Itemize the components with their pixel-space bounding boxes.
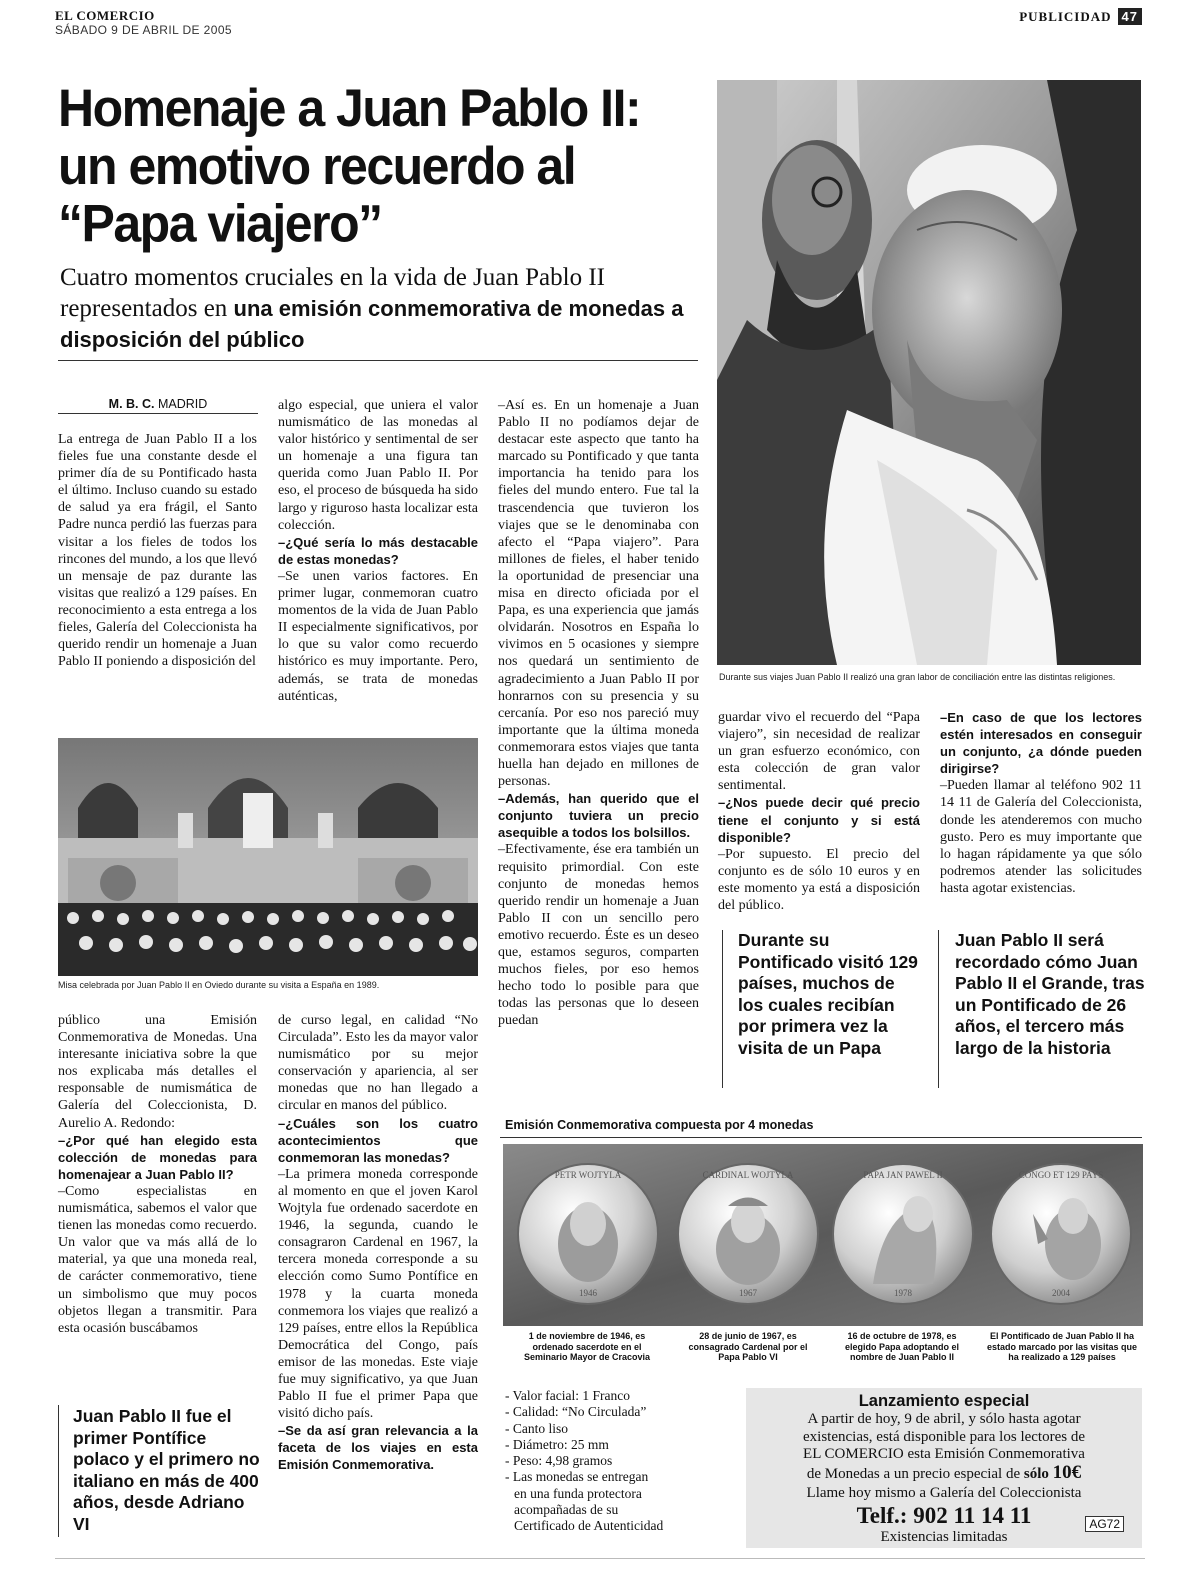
article-column-1	[58, 431, 257, 670]
byline-city: MADRID	[158, 397, 208, 411]
promo-line-2: existencias, está disponible para los lectores de	[803, 1428, 1085, 1445]
article-column-6	[58, 1012, 257, 1337]
interview-question: –¿Qué sería lo más destacable de estas monedas?	[278, 534, 478, 567]
page-number: 47	[1118, 8, 1142, 25]
coin-1-year: 1946	[579, 1288, 597, 1298]
pull-quote-travels: Durante su Pontificado visitó 129 países, muchos de los cuales recibían por primera vez la visita de un Papa	[738, 930, 918, 1058]
promo-line-4	[746, 1461, 1142, 1484]
article-paragraph: guardar vivo el recuerdo del “Papa viajero”, sin necesidad de realizar un gran esfuerzo económico, con esta colección de gran valor sentimental.	[718, 710, 920, 794]
coin-2-inscription: CARDINAL WOJTYLA	[702, 1170, 794, 1180]
article-paragraph: de curso legal, en calidad “No Circulada”. Esto les da mayor valor numismático por su mejor conservación y apariencia, al ser monedas que no han llegado a circular en manos del público.	[278, 1013, 478, 1114]
byline	[58, 397, 258, 414]
promo-box	[746, 1388, 1142, 1548]
coin-4-year: 2004	[1052, 1288, 1070, 1298]
spec-line: - Calidad: “No Circulada”	[505, 1404, 647, 1420]
byline-author: M. B. C.	[108, 397, 155, 411]
spec-line: - Canto liso	[505, 1420, 568, 1436]
article-column-2	[278, 397, 478, 705]
article-paragraph: público una Emisión Conmemorativa de Monedas. Una interesante iniciativa sobre la que nos explicaba más detalles el responsable de numismática de Galería del Coleccionista, D. Aurelio A. Redondo:	[58, 1013, 257, 1131]
subhead-rule	[58, 360, 698, 361]
interview-question: –Se da así gran relevancia a la faceta de los viajes en esta Emisión Conmemorativa.	[278, 1423, 478, 1473]
interview-question: –¿Nos puede decir qué precio tiene el conjunto y si está disponible?	[718, 795, 920, 845]
coins-photo	[503, 1144, 1143, 1326]
article-paragraph: –Se unen varios factores. En primer lugar, conmemoran cuatro momentos de la vida de Juan Pablo II especialmente significativos, por lo que su valor como recuerdo histórico es muy importante. Pero, además, se trata de monedas auténticas,	[278, 568, 478, 704]
section-tag	[1019, 8, 1142, 25]
promo-price: 10€	[1052, 1461, 1082, 1483]
mass-photo	[58, 738, 478, 976]
article-column-7	[278, 1012, 478, 1474]
headline	[58, 80, 708, 253]
article-paragraph: –La primera moneda corresponde al momento en que el joven Karol Wojtyla fue ordenado sacerdote en 1946, la segunda, cuando le consagraron Cardenal en 1967, la tercera moneda corresponde a su elección como Sumo Pontífice en 1978 y la cuarta moneda conmemora los viajes que realizó a 129 países, entre ellos la República Democrática del Congo, país emisor de las monedas. Este viaje fue muy significativo, ya que Juan Pablo II fue el primer Papa que visitó dicho país.	[278, 1166, 478, 1422]
promo-line-1: A partir de hoy, 9 de abril, y sólo hasta agotar	[807, 1411, 1081, 1427]
coins-rule	[500, 1137, 1142, 1138]
pope-portrait-image	[717, 80, 1141, 665]
coin-2	[678, 1164, 818, 1304]
main-photo	[717, 80, 1141, 665]
subheadline	[60, 262, 710, 355]
article-paragraph: La entrega de Juan Pablo II a los fieles fue una constante desde el primer día de su Pontificado hasta el último. Incluso cuando su estado de salud ya era frágil, el Santo Padre nunca perdió las fuerzas para visitar a los fieles de todos los rincones del mundo, a los que llevó un mensaje de paz durante las visitas que realizó a 129 países. En reconocimiento a esta entrega a los fieles, Galería del Coleccionista ha querido rendir un homenaje a Juan Pablo II poniendo a disposición del	[58, 432, 257, 670]
interview-question: –Además, han querido que el conjunto tuviera un precio asequible a todos los bolsillos.	[498, 791, 699, 841]
coin-1	[518, 1164, 658, 1304]
coin-3-inscription: PAPA JAN PAWEL II	[863, 1170, 943, 1180]
article-column-3	[498, 397, 699, 1029]
spec-line: - Diámetro: 25 mm	[505, 1436, 609, 1452]
newspaper-name: EL COMERCIO	[55, 8, 155, 23]
issue-date: SÁBADO 9 DE ABRIL DE 2005	[55, 23, 232, 37]
interview-question: –En caso de que los lectores estén interesados en conseguir un conjunto, ¿a dónde pueden dirigirse?	[940, 710, 1142, 777]
main-photo-caption: Durante sus viajes Juan Pablo II realizó una gran labor de conciliación entre las distintas religiones.	[719, 672, 1116, 682]
spec-line: - Peso: 4,98 gramos	[505, 1453, 613, 1469]
ad-reference: AG72	[1085, 1516, 1124, 1532]
coin-specs	[505, 1388, 725, 1535]
section-name: PUBLICIDAD	[1019, 8, 1112, 24]
spec-line: - Las monedas se entregan	[505, 1469, 649, 1485]
promo-call: Llame hoy mismo a Galería del Coleccionista	[806, 1485, 1082, 1501]
interview-question: –¿Cuáles son los cuatro acontecimientos que conmemoran las monedas?	[278, 1115, 478, 1165]
headline-line-2: un emotivo recuerdo al	[58, 136, 576, 196]
coin-3	[833, 1164, 973, 1304]
coin-3-year: 1978	[894, 1288, 912, 1298]
spec-line: acompañadas de su	[514, 1502, 619, 1518]
headline-line-3: “Papa viajero”	[58, 194, 382, 254]
article-paragraph: –Como especialistas en numismática, sabemos el valor que tienen las monedas como recuerdo. Un valor que va más allá de lo material, ya que una moneda real, de carácter conmemorativo, tiene un simbolismo que muy pocos objetos llegan a transmitir. Para esta ocasión buscábamos	[58, 1183, 257, 1336]
headline-line-1: Homenaje a Juan Pablo II:	[58, 78, 641, 138]
oviedo-mass-image	[58, 738, 478, 976]
footer-rule	[55, 1558, 1145, 1559]
coin-2-caption: 28 de junio de 1967, es consagrado Cardenal por el Papa Pablo VI	[688, 1331, 808, 1362]
coin-1-caption: 1 de noviembre de 1946, es ordenado sacerdote en el Seminario Mayor de Cracovia	[523, 1331, 651, 1362]
coin-2-year: 1967	[739, 1288, 757, 1298]
article-column-5	[940, 709, 1142, 897]
article-column-4	[718, 709, 920, 914]
article-paragraph: –Así es. En un homenaje a Juan Pablo II no podíamos dejar de destacar este aspecto que tanto ha marcado su Pontificado y que tanta importancia ha tenido para los fieles del mundo entero. Fue tal la trascendencia que tuvieron los viajes que se le denominaba con afecto el “Papa viajero”. Para millones de fieles, el haber tenido la oportunidad de presenciar una misa en directo oficiada por el Papa, es una experiencia que jamás olvidarán. Nosotros en España lo vivimos en 5 ocasiones y siempre nos quedará un sentimiento de agradecimiento a Juan Pablo II por honrarnos con su presencia y su cercanía. Por eso nos pareció muy importante que la última moneda conmemorara estos viajes que tanta huella han dejado en millones de personas.	[498, 398, 699, 790]
subheadline-plain: Cuatro momentos cruciales en la vida de Juan Pablo II representados en	[60, 264, 605, 322]
article-paragraph: –Por supuesto. El precio del conjunto es de sólo 10 euros y en este momento ya está a disposición del público.	[718, 846, 920, 914]
coin-4-inscription: CONGO ET 129 PAYS	[1018, 1170, 1104, 1180]
coin-4	[991, 1164, 1131, 1304]
mass-photo-caption: Misa celebrada por Juan Pablo II en Oviedo durante su visita a España en 1989.	[58, 980, 380, 990]
promo-price-only: sólo	[1023, 1465, 1053, 1482]
promo-line-3: EL COMERCIO esta Emisión Conmemorativa	[803, 1446, 1085, 1462]
promo-price-intro: de Monedas a un precio especial de	[806, 1465, 1024, 1482]
pull-quote-rule	[938, 930, 939, 1088]
promo-phone[interactable]: Telf.: 902 11 14 11	[856, 1502, 1032, 1528]
spec-line: - Valor facial: 1 Franco	[505, 1388, 630, 1403]
article-paragraph: –Efectivamente, ése era también un requisito primordial. Con este conjunto de monedas hemos querido rendir un homenaje a Juan Pablo II con un sencillo pero emotivo recuerdo. Éste es un deseo que, estamos seguros, comparten muchos fieles, por eso hemos hecho todo lo posible para que todas las personas que lo deseen puedan	[498, 842, 699, 1029]
promo-title: Lanzamiento especial	[858, 1392, 1030, 1410]
promo-limited: Existencias limitadas	[880, 1528, 1008, 1545]
pull-quote-rule	[58, 1405, 59, 1537]
coins-title: Emisión Conmemorativa compuesta por 4 monedas	[505, 1118, 814, 1132]
pull-quote-first-polish: Juan Pablo II fue el primer Pontífice polaco y el primero no italiano en más de 400 años, desde Adriano VI	[73, 1406, 260, 1534]
article-paragraph: algo especial, que uniera el valor numismático de las monedas al valor histórico y sentimental de ser un homenaje a una figura tan querida como Juan Pablo II. Por eso, el proceso de búsqueda ha sido largo y riguroso hasta localizar esta colección.	[278, 398, 478, 533]
article-paragraph: –Pueden llamar al teléfono 902 11 14 11 de Galería del Coleccionista, donde les atenderemos con mucho gusto. Pero es muy importante que lo hagan rápidamente ya que sólo podremos atender las solicitudes hasta agotar existencias.	[940, 778, 1142, 896]
coin-1-inscription: PETR WOJTYLA	[554, 1170, 622, 1180]
coin-4-caption: El Pontificado de Juan Pablo II ha estado marcado por las visitas que ha realizado a 129 países	[986, 1331, 1138, 1362]
spec-line: Certificado de Autenticidad	[514, 1518, 664, 1534]
pull-quote-rule	[722, 930, 723, 1088]
pull-quote-legacy: Juan Pablo II será recordado cómo Juan Pablo II el Grande, tras un Pontificado de 26 años, el tercero más largo de la historia	[955, 930, 1145, 1058]
coins-image	[503, 1144, 1143, 1326]
masthead	[55, 8, 232, 38]
subheadline-bold: una emisión conmemorativa de monedas a disposición del público	[60, 296, 684, 352]
coin-3-caption: 16 de octubre de 1978, es elegido Papa adoptando el nombre de Juan Pablo II	[844, 1331, 960, 1362]
interview-question: –¿Por qué han elegido esta colección de monedas para homenajear a Juan Pablo II?	[58, 1132, 257, 1182]
spec-line: en una funda protectora	[514, 1485, 642, 1501]
